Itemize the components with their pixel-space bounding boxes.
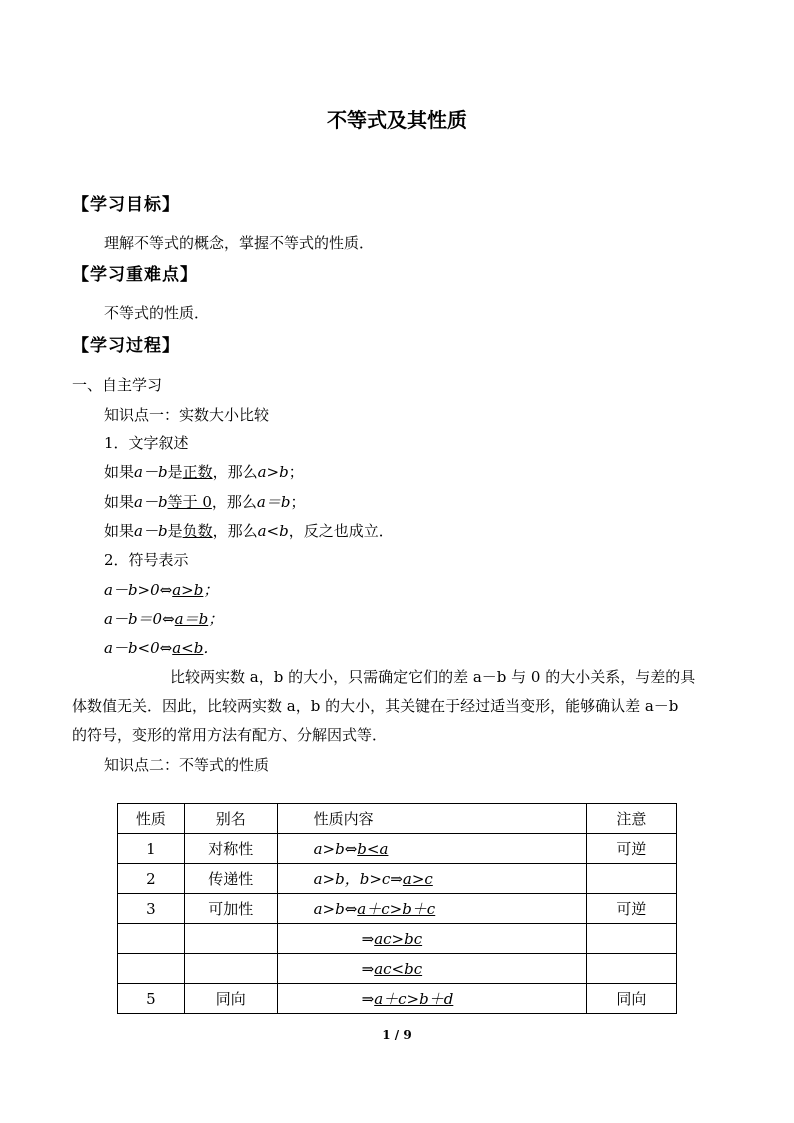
property-alias xyxy=(184,954,277,984)
table-row xyxy=(118,984,677,1014)
item-symbol-notation: 2．符号表示 xyxy=(104,551,189,569)
header-cell: 别名 xyxy=(184,804,277,834)
goal-heading: 【学习目标】 xyxy=(72,195,180,215)
page-number: 1 / 9 xyxy=(382,1028,412,1042)
blank-answer: 负数 xyxy=(182,522,213,540)
property-note xyxy=(586,924,676,954)
property-number xyxy=(118,954,185,984)
property-note xyxy=(586,954,676,984)
paragraph-line-3: 的符号，变形的常用方法有配方、分解因式等． xyxy=(72,726,388,744)
property-content: a>b⇔a＋c>b＋c xyxy=(277,894,586,924)
table-row xyxy=(118,924,677,954)
property-alias xyxy=(184,924,277,954)
process-heading: 【学习过程】 xyxy=(72,336,180,356)
property-alias: 可加性 xyxy=(184,894,277,924)
property-content: ⇒a＋c>b＋d xyxy=(277,984,586,1014)
blank-answer: a>c xyxy=(402,870,433,888)
symbol-line-lt: a－b<0⇔a<b． xyxy=(104,639,219,657)
blank-answer: 等于 0 xyxy=(167,493,212,511)
goal-text: 理解不等式的概念，掌握不等式的性质． xyxy=(104,234,375,252)
property-alias: 传递性 xyxy=(184,864,277,894)
rule-line-zero: 如果a－b等于 0，那么a＝b； xyxy=(104,493,306,511)
blank-answer: a＝b xyxy=(174,610,209,628)
item-text-description: 1．文字叙述 xyxy=(104,434,189,452)
property-alias: 对称性 xyxy=(184,834,277,864)
table-header-row xyxy=(118,804,677,834)
knowledge-point-1: 知识点一：实数大小比较 xyxy=(104,406,270,424)
blank-answer: a>b xyxy=(172,581,204,599)
page-title: 不等式及其性质 xyxy=(327,108,467,132)
property-number: 3 xyxy=(118,894,185,924)
property-note xyxy=(586,864,676,894)
table-row xyxy=(118,864,677,894)
blank-answer: 正数 xyxy=(182,463,213,481)
table-row xyxy=(118,954,677,984)
blank-answer: a<b xyxy=(172,639,204,657)
symbol-line-eq: a－b＝0⇔a＝b； xyxy=(104,610,224,628)
properties-table xyxy=(117,803,677,1014)
property-content: a>b⇔b<a xyxy=(277,834,586,864)
blank-answer: ac>bc xyxy=(374,929,423,948)
table-row xyxy=(118,834,677,864)
property-number: 5 xyxy=(118,984,185,1014)
property-note: 同向 xyxy=(586,984,676,1014)
header-cell: 性质 xyxy=(118,804,185,834)
paragraph-line-2: 体数值无关．因此，比较两实数 a，b 的大小，其关键在于经过适当变形，能够确认差 a－b xyxy=(72,697,679,715)
property-number: 1 xyxy=(118,834,185,864)
symbol-line-gt: a－b>0⇔a>b； xyxy=(104,581,219,599)
blank-answer: a＋c>b＋d xyxy=(374,990,454,1008)
part1-heading: 一、自主学习 xyxy=(72,376,163,394)
property-note: 可逆 xyxy=(586,894,676,924)
key-heading: 【学习重难点】 xyxy=(72,265,198,285)
header-cell: 性质内容 xyxy=(277,804,586,834)
knowledge-point-2: 知识点二：不等式的性质 xyxy=(104,756,270,774)
rule-line-positive: 如果a－b是正数，那么a>b； xyxy=(104,463,304,481)
key-text: 不等式的性质． xyxy=(104,304,210,322)
property-number: 2 xyxy=(118,864,185,894)
property-content: ⇒ac<bc xyxy=(277,954,586,984)
property-number xyxy=(118,924,185,954)
blank-answer: ac<bc xyxy=(374,959,423,978)
blank-answer: b<a xyxy=(357,839,389,858)
rule-line-negative: 如果a－b是负数，那么a<b，反之也成立． xyxy=(104,522,394,540)
property-content: ⇒ac>bc xyxy=(277,924,586,954)
blank-answer: a＋c>b＋c xyxy=(357,900,436,918)
property-alias: 同向 xyxy=(184,984,277,1014)
property-content: a>b，b>c⇒a>c xyxy=(277,864,586,894)
paragraph-line-1: 比较两实数 a，b 的大小，只需确定它们的差 a－b 与 0 的大小关系，与差的具 xyxy=(170,668,696,686)
property-note: 可逆 xyxy=(586,834,676,864)
table-row xyxy=(118,894,677,924)
header-cell: 注意 xyxy=(586,804,676,834)
